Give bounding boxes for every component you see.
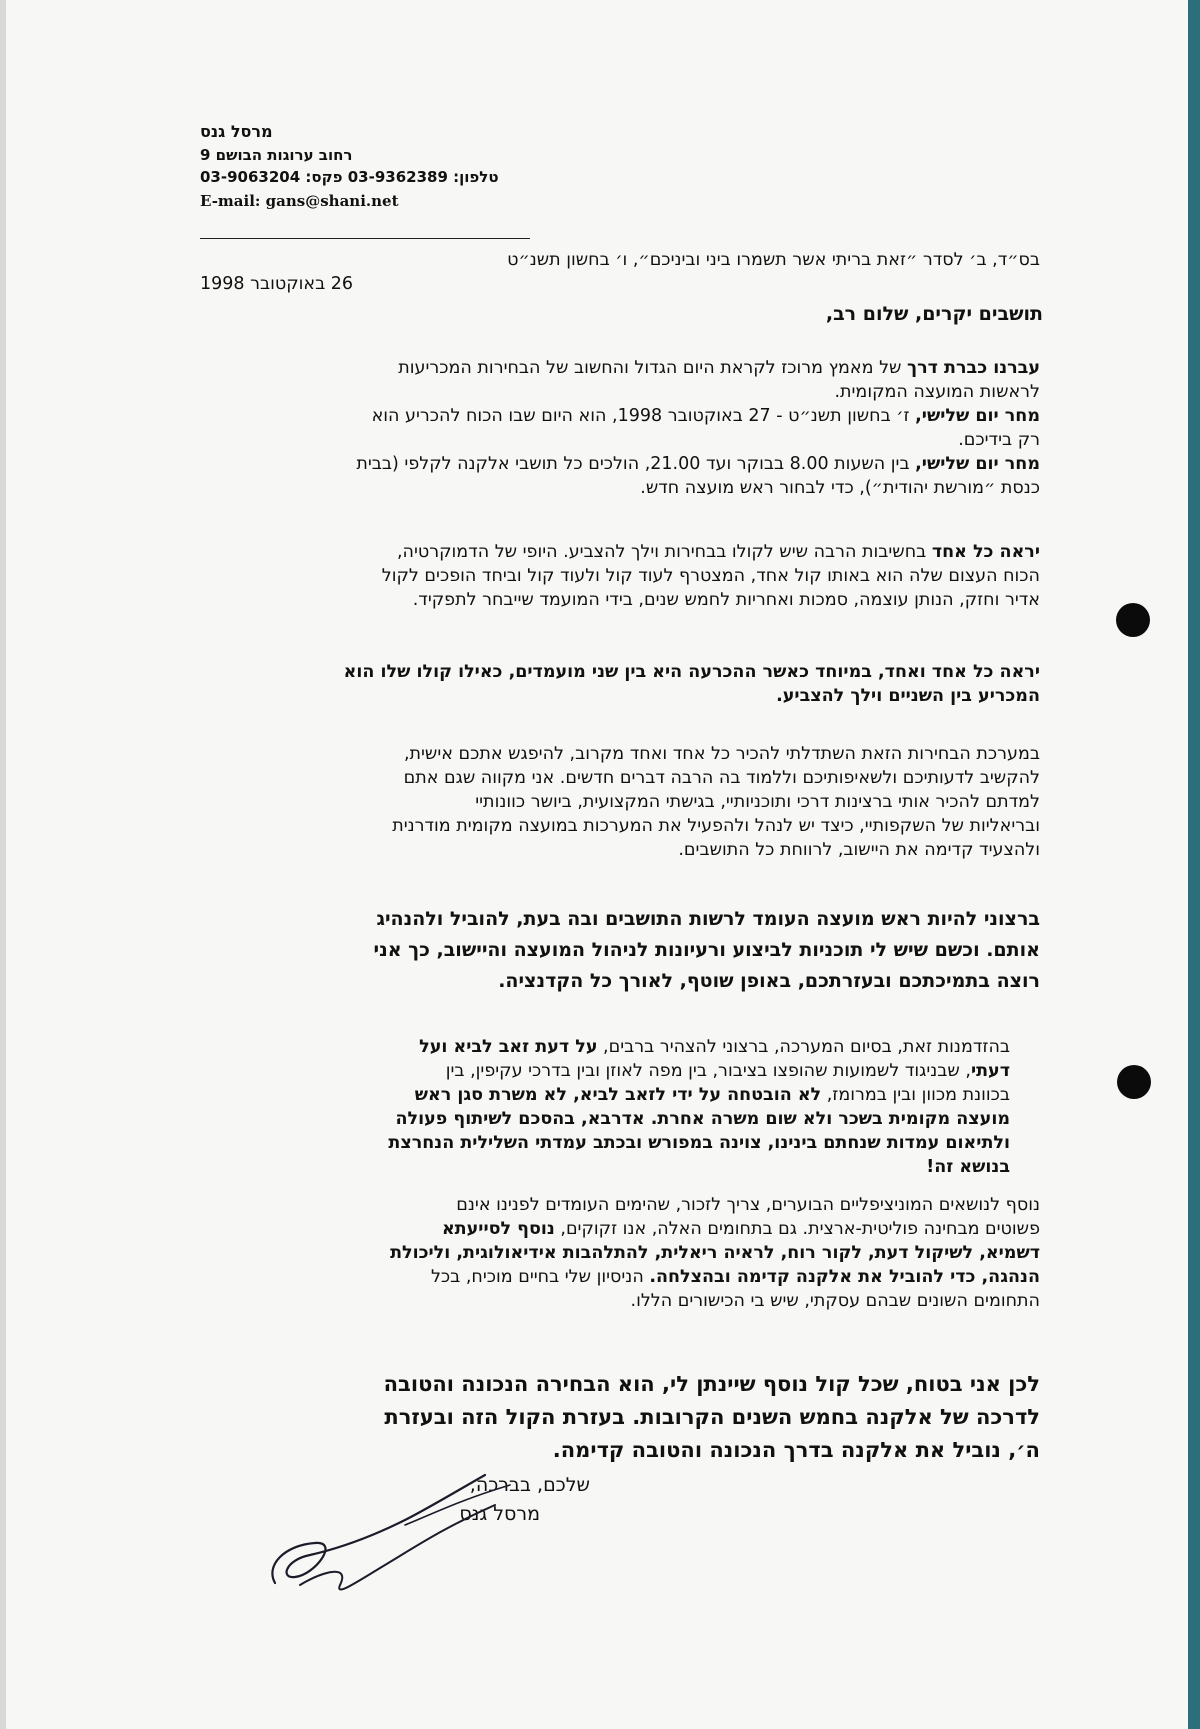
paragraph-every-vote	[200, 540, 1040, 612]
paragraph-campaign	[200, 742, 1040, 862]
text-run: הניסיון שלי בחיים מוכיח, בכל	[430, 1267, 650, 1287]
text-run: רק בידיכם.	[958, 430, 1040, 450]
bold-text: מועצה מקומית בשכר ולא שום משרה אחרת. אדרבא, בהסכם לשיתוף פעולה	[395, 1109, 1010, 1129]
text-run: לראשות המועצה המקומית.	[834, 382, 1040, 402]
sender-address: רחוב ערוגות הבושם 9	[200, 146, 353, 164]
text-run: כנסת ״מורשת יהודית״), כדי לבחור ראש מועצה חדש.	[640, 478, 1040, 498]
bold-text: דשמיא, לשיקול דעת, לקור רוח, לראיה ריאלית, להתלהבות אידיאולוגית, וליכולת	[390, 1243, 1040, 1263]
bold-text: יראה כל אחד	[931, 542, 1040, 562]
text-line	[200, 1217, 1040, 1241]
text-line	[200, 404, 1040, 428]
text-line: לדרכה של אלקנה בחמש השנים הקרובות. בעזרת הקול הזה ובעזרת	[384, 1405, 1040, 1429]
scan-background-edge	[1188, 0, 1200, 1729]
text-line	[200, 476, 1040, 500]
text-line: אותם. וכשם שיש לי תוכניות לביצוע ורעיונות לניהול המועצה והיישוב, כך אני	[373, 939, 1040, 961]
text-run: אדיר וחזק, הנותן עוצמה, סמכות ואחריות לחמש שנים, בידי המועמד שייבחר לתפקיד.	[412, 590, 1040, 610]
bold-text: דעתי	[970, 1061, 1010, 1081]
bold-text: מחר יום שלישי,	[915, 454, 1040, 474]
closing-regards: שלכם, בברכה,	[469, 1474, 590, 1496]
closing-name: מרסל גנס	[459, 1503, 540, 1525]
text-run: התחומים השונים שבהם עסקתי, שיש בי הכישורים הללו.	[630, 1291, 1040, 1311]
text-line	[205, 1083, 1010, 1107]
text-run: בחשיבות הרבה שיש לקולו בבחירות וילך להצביע. היופי של הדמוקרטיה,	[396, 542, 932, 562]
text-line: לכן אני בטוח, שכל קול נוסף שיינתן לי, הוא הבחירה הנכונה והטובה	[383, 1372, 1040, 1396]
dateline-gregorian: 26 באוקטובר 1998	[200, 274, 354, 294]
bold-text: עברנו כברת דרך	[907, 358, 1040, 378]
handwritten-signature	[255, 1465, 515, 1605]
paragraph-political	[200, 1193, 1040, 1313]
text-line	[200, 1265, 1040, 1289]
punch-hole-upper	[1116, 603, 1150, 637]
scan-edge	[0, 0, 6, 1729]
text-line	[205, 1059, 1010, 1083]
text-run: נוסף לנושאים המוניציפליים הבוערים, צריך לזכור, שהימים העומדים לפנינו אינם	[456, 1195, 1040, 1215]
paragraph-leadership	[200, 904, 1040, 997]
text-line	[205, 1131, 1010, 1155]
sender-name: מרסל גנס	[200, 122, 273, 141]
text-line: המכריע בין השניים וילך להצביע.	[776, 686, 1040, 706]
bold-text: בנושא זה!	[926, 1157, 1010, 1177]
bold-text: נוסף לסייעתא	[441, 1219, 555, 1239]
text-line: ה׳, נוביל את אלקנה בדרך הנכונה והטובה קדימה.	[552, 1438, 1040, 1462]
text-run: , שבניגוד לשמועות שהופצו בציבור, בין מפה לאוזן ובין בדרכי עקיפין, בין	[445, 1061, 971, 1081]
text-line	[205, 1155, 1010, 1179]
text-line	[200, 428, 1040, 452]
text-run: ז׳ בחשון תשנ״ט - 27 באוקטובר 1998, הוא היום שבו הכוח להכריע הוא	[371, 406, 916, 426]
bold-text: הנהגה, כדי להוביל את אלקנה קדימה ובהצלחה.	[649, 1267, 1040, 1287]
text-line	[200, 540, 1040, 564]
text-line: ולהצעיד קדימה את היישוב, לרווחת כל התושבים.	[678, 840, 1040, 860]
text-line	[200, 452, 1040, 476]
paragraph-conclusion	[200, 1368, 1040, 1467]
text-line	[200, 564, 1040, 588]
dateline-hebrew: בס״ד, ב׳ לסדר ״זאת בריתי אשר תשמרו ביני וביניכם״, ו׳ בחשון תשנ״ט	[507, 250, 1040, 270]
bold-text: לא הובטחה על ידי לזאב לביא, לא משרת סגן ראש	[414, 1085, 822, 1105]
punch-hole-lower	[1117, 1065, 1151, 1099]
text-line: רוצה בתמיכתכם ובעזרתכם, באופן שוטף, לאורך כל הקדנציה.	[498, 970, 1040, 992]
text-line	[200, 1289, 1040, 1313]
sender-phone-fax: טלפון: 03-9362389 פקס: 03-9063204	[200, 168, 499, 186]
text-run: בהזדמנות זאת, בסיום המערכה, ברצוני להצהיר ברבים,	[597, 1037, 1010, 1057]
text-line	[200, 1193, 1040, 1217]
text-line: ברצוני להיות ראש מועצה העומד לרשות התושבים ובה בעת, להוביל ולהנהיג	[376, 908, 1040, 930]
bold-text: על דעת זאב לביא ועל	[419, 1037, 598, 1057]
paragraph-decisive-vote	[200, 660, 1040, 708]
text-run: הכוח העצום שלה הוא באותו קול אחד, המצטרף לעוד קול ולעוד קול וביחד הופכים לקול	[381, 566, 1040, 586]
text-line: יראה כל אחד ואחד, במיוחד כאשר ההכרעה היא בין שני מועמדים, כאילו קולו שלו הוא	[343, 662, 1040, 682]
text-line: במערכת הבחירות הזאת השתדלתי להכיר כל אחד ואחד מקרוב, להיפגש אתכם אישית,	[403, 744, 1040, 764]
text-run: של מאמץ מרוכז לקראת היום הגדול והחשוב של הבחירות המכריעות	[398, 358, 907, 378]
text-run: בין השעות 8.00 בבוקר ועד 21.00, הולכים כל תושבי אלקנה לקלפי (בבית	[356, 454, 916, 474]
text-run: בכוונת מכוון ובין במרומז,	[821, 1085, 1010, 1105]
text-line	[200, 356, 1040, 380]
sender-email: E-mail: gans@shani.net	[200, 192, 399, 210]
text-line: להקשיב לדעותיכם ולשאיפותיכם וללמוד בה הרבה דברים חדשים. אני מקווה שגם אתם	[403, 768, 1040, 788]
text-line: למדתם להכיר אותי ברצינות דרכי ותוכניותיי, בגישתי המקצועית, ביושר כוונותיי	[475, 792, 1040, 812]
bold-text: מחר יום שלישי,	[915, 406, 1040, 426]
text-line	[200, 1241, 1040, 1265]
paragraph-elections-intro	[200, 356, 1040, 500]
greeting: תושבים יקרים, שלום רב,	[825, 303, 1043, 325]
header-divider	[200, 238, 530, 239]
text-line	[205, 1107, 1010, 1131]
text-run: פשוטים מבחינה פוליטית-ארצית. גם בתחומים האלה, אנו זקוקים,	[554, 1219, 1040, 1239]
text-line	[200, 380, 1040, 404]
text-line: ובריאליות של השקפותיי, כיצד יש לנהל ולהפעיל את המערכות במועצה מקומית מודרנית	[392, 816, 1040, 836]
text-line	[200, 588, 1040, 612]
text-line	[205, 1035, 1010, 1059]
paragraph-declaration	[205, 1035, 1010, 1179]
bold-text: ולתיאום עמדות שנחתם בינינו, צוינה במפורש ובכתב עמדתי השלילית הנחרצת	[388, 1133, 1010, 1153]
